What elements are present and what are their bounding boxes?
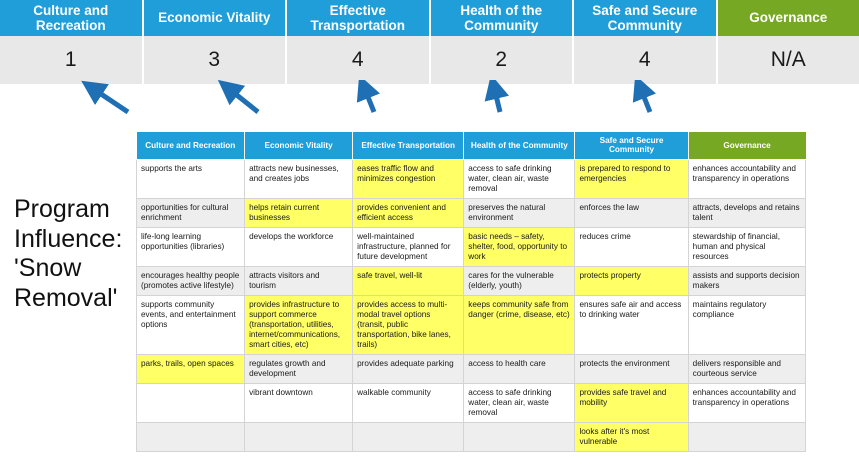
scorecard-header-2: Effective Transportation <box>287 0 431 36</box>
arrow-effective-transportation <box>364 87 374 112</box>
scorecard-summary-band <box>0 0 859 84</box>
arrows-layer <box>0 80 859 136</box>
table-row <box>137 295 806 354</box>
matrix-cell-r3-c0: encourages healthy people (promotes active lifestyle) <box>137 266 245 295</box>
scorecard-score-2: 4 <box>287 36 431 84</box>
matrix-cell-r2-c3: basic needs – safety, shelter, food, opportunity to work <box>464 227 575 266</box>
matrix-cell-r4-c1: provides infrastructure to support commerce (transportation, utilities, internet/communications, smart cities, etc) <box>245 295 353 354</box>
scorecard-score-4: 4 <box>574 36 718 84</box>
scorecard-score-1: 3 <box>144 36 288 84</box>
matrix-cell-r0-c5: enhances accountability and transparency in operations <box>688 159 805 198</box>
scorecard-score-row <box>0 36 859 84</box>
matrix-cell-r7-c2 <box>353 422 464 451</box>
matrix-cell-r5-c4: protects the environment <box>575 354 688 383</box>
matrix-cell-r2-c4: reduces crime <box>575 227 688 266</box>
matrix-cell-r3-c2: safe travel, well-lit <box>353 266 464 295</box>
matrix-header-cell-3: Health of the Community <box>464 132 575 159</box>
matrix-cell-r4-c3: keeps community safe from danger (crime, disease, etc) <box>464 295 575 354</box>
matrix-cell-r7-c4: looks after it's most vulnerable <box>575 422 688 451</box>
scorecard-header-1: Economic Vitality <box>144 0 288 36</box>
table-row <box>137 198 806 227</box>
matrix-header-cell-4: Safe and Secure Community <box>575 132 688 159</box>
scorecard-header-row <box>0 0 859 36</box>
matrix-cell-r2-c1: develops the workforce <box>245 227 353 266</box>
matrix-cell-r4-c2: provides access to multi-modal travel options (transit, public transportation, bike lanes, trails) <box>353 295 464 354</box>
arrow-safe-secure-community <box>640 87 650 112</box>
scorecard-header-5: Governance <box>718 0 859 36</box>
matrix-cell-r1-c5: attracts, develops and retains talent <box>688 198 805 227</box>
matrix-cell-r0-c2: eases traffic flow and minimizes congestion <box>353 159 464 198</box>
matrix-cell-r7-c3 <box>464 422 575 451</box>
matrix-cell-r1-c2: provides convenient and efficient access <box>353 198 464 227</box>
scorecard-score-5: N/A <box>770 48 806 71</box>
matrix-cell-r5-c2: provides adequate parking <box>353 354 464 383</box>
table-row <box>137 422 806 451</box>
matrix-header-cell-2: Effective Transportation <box>353 132 464 159</box>
matrix-cell-r1-c4: enforces the law <box>575 198 688 227</box>
program-influence-caption: Program Influence: 'Snow Removal' <box>14 195 123 312</box>
matrix-cell-r0-c4: is prepared to respond to emergencies <box>575 159 688 198</box>
matrix-cell-r1-c3: preserves the natural environment <box>464 198 575 227</box>
scorecard-header-3: Health of the Community <box>431 0 575 36</box>
matrix-cell-r1-c0: opportunities for cultural enrichment <box>137 198 245 227</box>
matrix-cell-r3-c4: protects property <box>575 266 688 295</box>
outcome-matrix <box>136 132 806 452</box>
matrix-cell-r3-c3: cares for the vulnerable (elderly, youth) <box>464 266 575 295</box>
table-row <box>137 227 806 266</box>
table-row <box>137 159 806 198</box>
matrix-cell-r4-c5: maintains regulatory compliance <box>688 295 805 354</box>
matrix-cell-r1-c1: helps retain current businesses <box>245 198 353 227</box>
matrix-cell-r6-c3: access to safe drinking water, clean air, waste removal <box>464 383 575 422</box>
matrix-cell-r6-c0 <box>137 383 245 422</box>
arrow-culture-recreation <box>92 88 128 112</box>
matrix-cell-r7-c5 <box>688 422 805 451</box>
arrow-health-community <box>494 87 500 112</box>
matrix-cell-r6-c2: walkable community <box>353 383 464 422</box>
matrix-cell-r6-c5: enhances accountability and transparency in operations <box>688 383 805 422</box>
matrix-cell-r4-c0: supports community events, and entertainment options <box>137 295 245 354</box>
matrix-cell-r5-c3: access to health care <box>464 354 575 383</box>
scorecard-header-4: Safe and Secure Community <box>574 0 718 36</box>
matrix-cell-r2-c2: well-maintained infrastructure, planned for future development <box>353 227 464 266</box>
matrix-cell-r0-c0: supports the arts <box>137 159 245 198</box>
matrix-cell-r7-c0 <box>137 422 245 451</box>
matrix-body <box>137 159 806 451</box>
matrix-header-row <box>137 132 806 159</box>
matrix-header-cell-5: Governance <box>688 132 805 159</box>
matrix-cell-r5-c5: delivers responsible and courteous service <box>688 354 805 383</box>
matrix-cell-r5-c1: regulates growth and development <box>245 354 353 383</box>
matrix-cell-r7-c1 <box>245 422 353 451</box>
table-row <box>137 354 806 383</box>
matrix-header-cell-1: Economic Vitality <box>245 132 353 159</box>
table-row <box>137 383 806 422</box>
scorecard-header-0: Culture and Recreation <box>0 0 144 36</box>
matrix-cell-r5-c0: parks, trails, open spaces <box>137 354 245 383</box>
matrix-cell-r2-c0: life-long learning opportunities (libraries) <box>137 227 245 266</box>
scorecard-score-0: 1 <box>0 36 144 84</box>
matrix-cell-r0-c3: access to safe drinking water, clean air, waste removal <box>464 159 575 198</box>
matrix-cell-r3-c5: assists and supports decision makers <box>688 266 805 295</box>
scorecard-score-3: 2 <box>431 36 575 84</box>
arrow-economic-vitality <box>228 88 258 112</box>
matrix-header-cell-0: Culture and Recreation <box>137 132 245 159</box>
matrix-cell-r4-c4: ensures safe air and access to drinking water <box>575 295 688 354</box>
matrix-cell-r6-c4: provides safe travel and mobility <box>575 383 688 422</box>
matrix-cell-r2-c5: stewardship of financial, human and physical resources <box>688 227 805 266</box>
matrix-cell-r6-c1: vibrant downtown <box>245 383 353 422</box>
table-row <box>137 266 806 295</box>
matrix-cell-r0-c1: attracts new businesses, and creates jobs <box>245 159 353 198</box>
matrix-cell-r3-c1: attracts visitors and tourism <box>245 266 353 295</box>
